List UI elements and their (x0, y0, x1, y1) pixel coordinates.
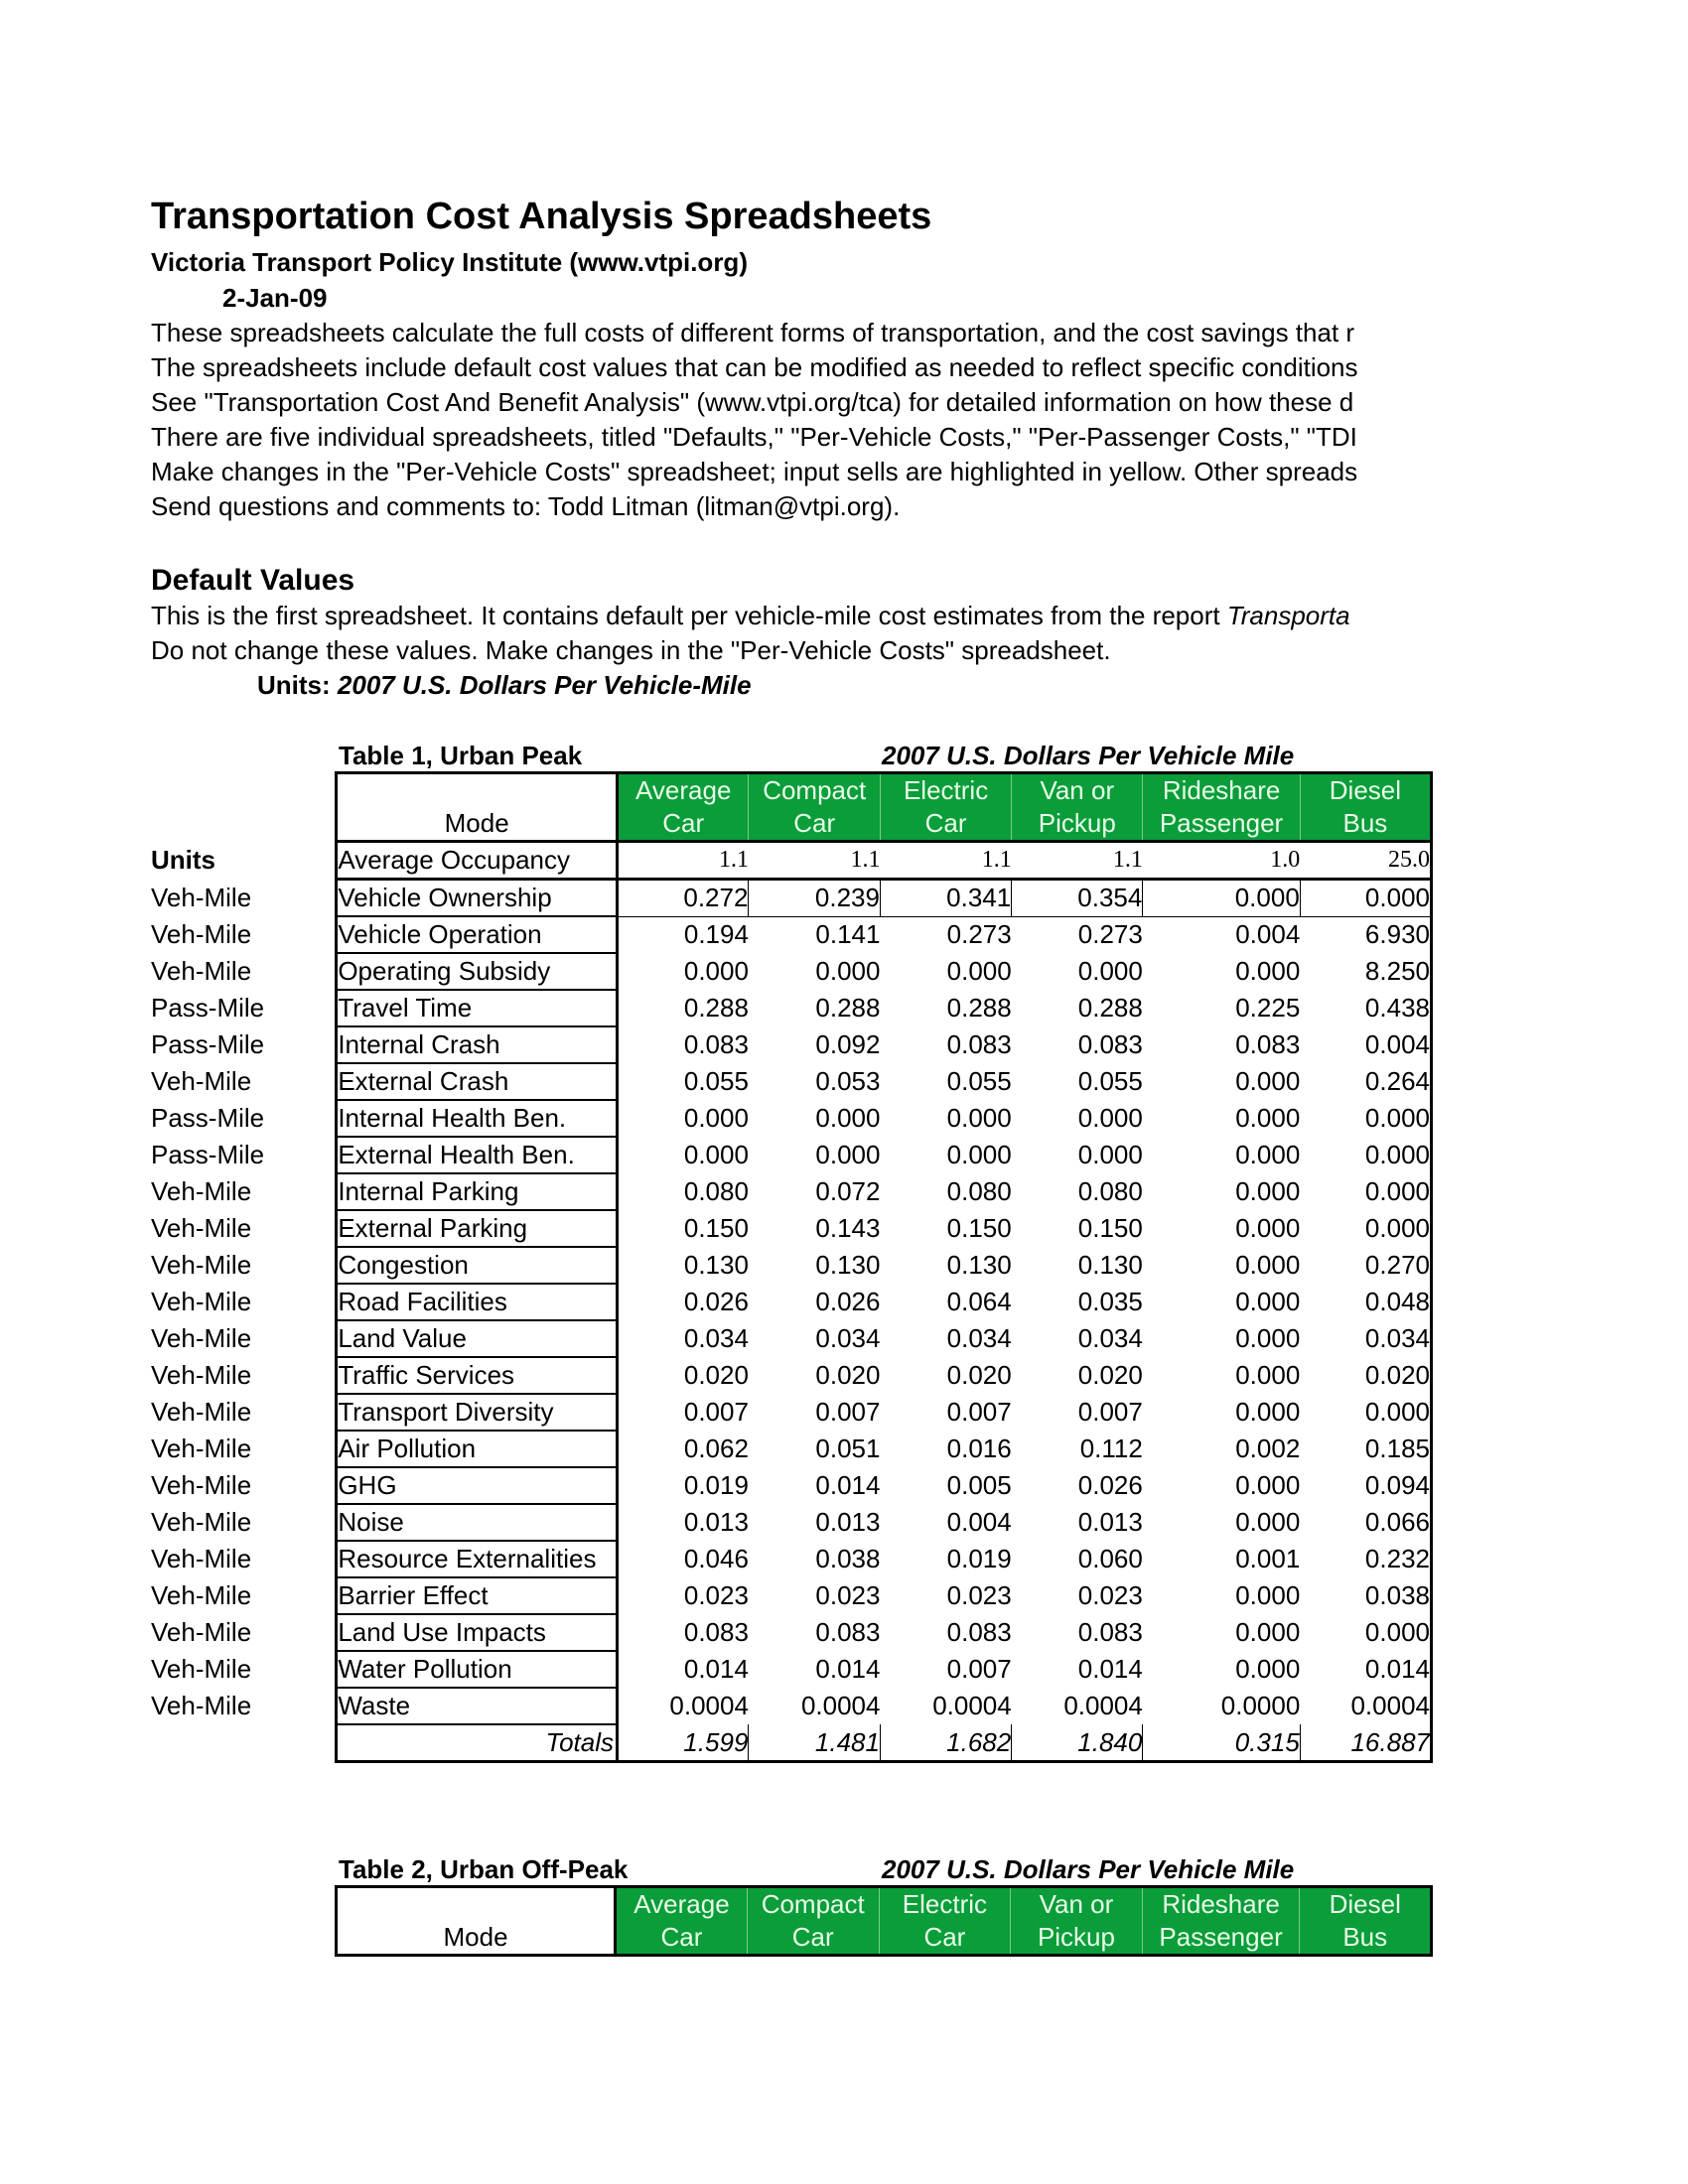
row-mode: Vehicle Ownership (337, 880, 618, 917)
row-units: Veh-Mile (151, 956, 252, 986)
section-instruction: Do not change these values. Make changes in the "Per-Vehicle Costs" spreadsheet. (151, 635, 1111, 665)
row-units: Veh-Mile (151, 1250, 252, 1280)
row-units: Veh-Mile (151, 1507, 252, 1537)
cost-value: 0.026 (1077, 1470, 1143, 1500)
cost-value: 0.004 (1300, 1026, 1431, 1063)
cost-value: 0.072 (815, 1176, 881, 1206)
row-mode: Land Value (337, 1320, 618, 1357)
column-header-line2: Pickup (1038, 808, 1116, 838)
cost-value: 0.026 (815, 1287, 881, 1316)
cost-value: 0.083 (946, 1617, 1012, 1647)
column-header (880, 773, 1011, 842)
cost-value: 0.014 (815, 1470, 881, 1500)
cost-value: 0.000 (1235, 1103, 1301, 1133)
column-header-line1: Average (635, 775, 732, 805)
mode-header: Mode (336, 1887, 615, 1956)
cost-value: 0.150 (1077, 1213, 1143, 1243)
column-header-line2: Car (791, 1922, 834, 1952)
intro-line: There are five individual spreadsheets, titled "Defaults," "Per-Vehicle Costs," "Per-Passenger Costs," "TDI (151, 422, 1357, 452)
cost-value: 0.000 (946, 1140, 1012, 1169)
cost-value: 0.000 (1300, 1137, 1431, 1173)
cost-value: 0.288 (946, 993, 1012, 1023)
cost-value: 0.130 (946, 1250, 1012, 1280)
column-header-line2: Bus (1342, 808, 1388, 838)
row-units: Veh-Mile (151, 1691, 252, 1720)
row-mode: Land Use Impacts (337, 1614, 618, 1651)
cost-value: 0.130 (683, 1250, 749, 1280)
cost-value: 0.000 (1235, 1323, 1301, 1353)
column-header (1143, 773, 1300, 842)
column-header (618, 773, 749, 842)
total-value: 16.887 (1300, 1724, 1431, 1762)
table2-header-row (151, 1887, 1432, 1956)
cost-value: 0.272 (618, 880, 749, 917)
column-header (879, 1887, 1011, 1956)
cost-value: 0.000 (1235, 1360, 1301, 1390)
section-description (151, 601, 1350, 631)
cost-value: 0.060 (1077, 1544, 1143, 1573)
cost-value: 0.007 (1077, 1397, 1143, 1427)
cost-value: 0.354 (1012, 880, 1143, 917)
occupancy-value: 1.1 (749, 842, 881, 880)
table-row (151, 1284, 1432, 1320)
cost-value: 0.000 (1235, 1580, 1301, 1610)
row-units: Veh-Mile (151, 1213, 252, 1243)
cost-value: 0.014 (1077, 1654, 1143, 1684)
cost-value: 0.000 (1235, 1617, 1301, 1647)
column-header (616, 1887, 748, 1956)
row-units: Veh-Mile (151, 1066, 252, 1096)
table-row (151, 1026, 1432, 1063)
cost-value: 0.000 (815, 1103, 881, 1133)
table2-caption: Table 2, Urban Off-Peak (339, 1854, 629, 1884)
column-header-line1: Average (633, 1889, 730, 1919)
table1-body (151, 842, 1432, 1762)
column-header-line2: Car (923, 1922, 966, 1952)
column-header-line2: Car (662, 808, 705, 838)
cost-value: 0.438 (1300, 990, 1431, 1026)
row-mode: Vehicle Operation (337, 916, 618, 953)
intro-line: Send questions and comments to: Todd Litman (litman@vtpi.org). (151, 491, 901, 521)
table-row (151, 990, 1432, 1026)
cost-value: 0.000 (1300, 1614, 1431, 1651)
cost-value: 0.239 (749, 880, 881, 917)
cost-value: 0.143 (815, 1213, 881, 1243)
cost-value: 0.001 (1235, 1544, 1301, 1573)
column-header (1142, 1887, 1300, 1956)
cost-value: 0.000 (1143, 880, 1300, 917)
row-units: Pass-Mile (151, 993, 265, 1023)
cost-value: 0.000 (1235, 1470, 1301, 1500)
occupancy-label: Average Occupancy (337, 842, 618, 880)
cost-value: 0.130 (1077, 1250, 1143, 1280)
cost-value: 0.014 (815, 1654, 881, 1684)
cost-value: 0.185 (1300, 1431, 1431, 1467)
row-units: Veh-Mile (151, 1176, 252, 1206)
cost-value: 0.0004 (932, 1691, 1012, 1720)
cost-value: 0.014 (683, 1654, 749, 1684)
cost-value: 0.000 (1235, 1176, 1301, 1206)
row-mode: Internal Health Ben. (337, 1100, 618, 1137)
cost-value: 0.000 (1300, 1173, 1431, 1210)
cost-value: 0.0004 (800, 1691, 881, 1720)
cost-value: 0.225 (1235, 993, 1301, 1023)
cost-value: 0.232 (1300, 1541, 1431, 1577)
cost-value: 0.000 (1235, 1140, 1301, 1169)
column-header (1012, 773, 1143, 842)
column-header-line1: Compact (763, 775, 867, 805)
cost-value: 0.083 (683, 1617, 749, 1647)
table-row (151, 1063, 1432, 1100)
cost-value: 0.013 (1077, 1507, 1143, 1537)
column-header-line2: Bus (1342, 1922, 1388, 1952)
row-units: Veh-Mile (151, 1580, 252, 1610)
table1-unit-caption: 2007 U.S. Dollars Per Vehicle Mile (882, 741, 1295, 770)
column-header-line2: Car (924, 808, 967, 838)
cost-value: 0.083 (1077, 1029, 1143, 1059)
cost-value: 8.250 (1300, 953, 1431, 990)
cost-value: 0.150 (946, 1213, 1012, 1243)
column-header-line1: Van or (1040, 775, 1115, 805)
table-row (151, 1577, 1432, 1614)
units-line (257, 670, 752, 701)
intro-line: Make changes in the "Per-Vehicle Costs" spreadsheet; input sells are highlighted in yellow. Other spreads (151, 457, 1358, 486)
row-units: Veh-Mile (151, 919, 252, 949)
cost-value: 0.013 (683, 1507, 749, 1537)
cost-value: 0.007 (815, 1397, 881, 1427)
cost-value: 0.000 (1077, 1140, 1143, 1169)
row-units: Pass-Mile (151, 1103, 265, 1133)
column-header-line2: Passenger (1159, 1922, 1283, 1952)
cost-value: 0.000 (1235, 1066, 1301, 1096)
cost-value: 0.083 (1077, 1617, 1143, 1647)
column-header-line1: Electric (903, 775, 989, 805)
cost-value: 0.264 (1300, 1063, 1431, 1100)
cost-value: 0.004 (1235, 919, 1301, 950)
row-mode: Congestion (337, 1247, 618, 1284)
cost-value: 0.019 (683, 1470, 749, 1500)
column-header (749, 773, 881, 842)
cost-value: 0.000 (1235, 1213, 1301, 1243)
units-header-blank (151, 1887, 336, 1956)
cost-value: 0.083 (946, 1029, 1012, 1059)
cost-value: 0.273 (1077, 919, 1143, 950)
column-header (1300, 773, 1431, 842)
cost-value: 0.000 (1235, 1250, 1301, 1280)
cost-value: 0.034 (1077, 1323, 1143, 1353)
row-mode: External Parking (337, 1210, 618, 1247)
cost-value: 0.038 (1300, 1577, 1431, 1614)
column-header-line2: Car (660, 1922, 703, 1952)
occupancy-value: 25.0 (1300, 842, 1431, 880)
total-value: 1.481 (749, 1724, 881, 1762)
cost-value: 0.023 (815, 1580, 881, 1610)
cost-value: 0.000 (1235, 956, 1301, 986)
cost-value: 0.007 (683, 1397, 749, 1427)
row-units: Veh-Mile (151, 1544, 252, 1573)
cost-value: 0.150 (683, 1213, 749, 1243)
cost-value: 0.013 (815, 1507, 881, 1537)
cost-value: 0.000 (1235, 1654, 1301, 1684)
report-title: Transporta (1226, 601, 1350, 630)
column-header-line1: Compact (761, 1889, 865, 1919)
units-value: 2007 U.S. Dollars Per Vehicle-Mile (337, 670, 752, 700)
cost-value: 0.083 (815, 1617, 881, 1647)
cost-value: 0.014 (1300, 1651, 1431, 1688)
column-header (747, 1887, 879, 1956)
occupancy-value: 1.1 (1012, 842, 1143, 880)
cost-value: 0.080 (683, 1176, 749, 1206)
cost-value: 0.035 (1077, 1287, 1143, 1316)
column-header-line1: Rideshare (1162, 1889, 1280, 1919)
cost-value: 0.020 (815, 1360, 881, 1390)
table1-caption: Table 1, Urban Peak (339, 741, 583, 770)
cost-value: 0.020 (1077, 1360, 1143, 1390)
total-value: 0.315 (1143, 1724, 1300, 1762)
totals-label: Totals (337, 1724, 618, 1762)
cost-value: 0.141 (815, 919, 881, 950)
cost-value: 0.023 (683, 1580, 749, 1610)
cost-value: 0.273 (946, 919, 1012, 950)
cost-value: 0.000 (683, 956, 749, 986)
column-header-line2: Passenger (1159, 808, 1284, 838)
row-mode: Operating Subsidy (337, 953, 618, 990)
cost-value: 0.0004 (1063, 1691, 1143, 1720)
cost-value: 0.055 (946, 1066, 1012, 1096)
occupancy-row (151, 842, 1432, 880)
page-date: 2-Jan-09 (222, 283, 328, 313)
column-header (1300, 1887, 1432, 1956)
units-label: Units: (257, 670, 331, 700)
page-title: Transportation Cost Analysis Spreadsheets (151, 196, 932, 237)
column-header-line1: Rideshare (1162, 775, 1281, 805)
cost-value: 0.048 (1300, 1284, 1431, 1320)
row-units: Veh-Mile (151, 1397, 252, 1427)
cost-value: 0.034 (1300, 1320, 1431, 1357)
row-units: Veh-Mile (151, 882, 252, 912)
cost-value: 0.130 (815, 1250, 881, 1280)
cost-value: 0.0004 (1300, 1688, 1431, 1724)
row-mode: Transport Diversity (337, 1394, 618, 1431)
cost-value: 0.000 (1300, 880, 1431, 917)
cost-value: 0.0004 (669, 1691, 749, 1720)
table-row (151, 1357, 1432, 1394)
cost-value: 0.038 (815, 1544, 881, 1573)
intro-line: See "Transportation Cost And Benefit Analysis" (www.vtpi.org/tca) for detailed information on how these d (151, 387, 1354, 417)
intro-line: The spreadsheets include default cost values that can be modified as needed to reflect specific conditions (151, 352, 1358, 382)
row-mode: Resource Externalities (337, 1541, 618, 1577)
cost-value: 0.000 (815, 956, 881, 986)
table2-urban-off-peak (151, 1885, 1433, 1957)
table-row (151, 953, 1432, 990)
row-mode: Internal Parking (337, 1173, 618, 1210)
row-units: Veh-Mile (151, 1323, 252, 1353)
section-description-text: This is the first spreadsheet. It contains default per vehicle-mile cost estimates from the report (151, 601, 1227, 630)
table-row (151, 1651, 1432, 1688)
row-mode: External Health Ben. (337, 1137, 618, 1173)
row-mode: Travel Time (337, 990, 618, 1026)
cost-value: 0.004 (946, 1507, 1012, 1537)
column-header-line2: Pickup (1037, 1922, 1115, 1952)
cost-value: 0.194 (683, 919, 749, 950)
table-row (151, 1320, 1432, 1357)
table-row (151, 1173, 1432, 1210)
cost-value: 0.288 (1077, 993, 1143, 1023)
row-mode: Noise (337, 1504, 618, 1541)
cost-value: 0.112 (1079, 1433, 1143, 1463)
page-subtitle: Victoria Transport Policy Institute (www.vtpi.org) (151, 247, 748, 277)
table-row (151, 916, 1432, 953)
cost-value: 0.034 (946, 1323, 1012, 1353)
occupancy-value: 1.1 (618, 842, 749, 880)
row-units: Veh-Mile (151, 1287, 252, 1316)
table-row (151, 1394, 1432, 1431)
row-units: Veh-Mile (151, 1433, 252, 1463)
cost-value: 0.094 (1300, 1467, 1431, 1504)
cost-value: 0.055 (683, 1066, 749, 1096)
row-units: Pass-Mile (151, 1140, 265, 1169)
cost-value: 0.023 (946, 1580, 1012, 1610)
units-header: Units (151, 845, 215, 875)
row-mode: Water Pollution (337, 1651, 618, 1688)
cost-value: 0.046 (683, 1544, 749, 1573)
table-row (151, 1541, 1432, 1577)
cost-value: 0.083 (1235, 1029, 1301, 1059)
total-value: 1.682 (880, 1724, 1011, 1762)
cost-value: 0.288 (683, 993, 749, 1023)
cost-value: 0.000 (1235, 1287, 1301, 1316)
row-mode: External Crash (337, 1063, 618, 1100)
row-mode: Barrier Effect (337, 1577, 618, 1614)
cost-value: 0.020 (683, 1360, 749, 1390)
column-header-line1: Diesel (1329, 1889, 1401, 1919)
column-header-line2: Car (793, 808, 836, 838)
cost-value: 0.000 (1235, 1507, 1301, 1537)
cost-value: 0.016 (946, 1433, 1012, 1463)
occupancy-value: 1.0 (1143, 842, 1300, 880)
row-units: Pass-Mile (151, 1029, 265, 1059)
cost-value: 0.020 (946, 1360, 1012, 1390)
table-row (151, 880, 1432, 917)
table-row (151, 1431, 1432, 1467)
table-row (151, 1137, 1432, 1173)
row-units: Veh-Mile (151, 1654, 252, 1684)
column-header-line1: Van or (1039, 1889, 1114, 1919)
row-mode: Air Pollution (337, 1431, 618, 1467)
row-mode: Internal Crash (337, 1026, 618, 1063)
cost-value: 0.000 (946, 1103, 1012, 1133)
cost-value: 0.053 (815, 1066, 881, 1096)
cost-value: 0.270 (1300, 1247, 1431, 1284)
column-header-line1: Electric (902, 1889, 988, 1919)
cost-value: 0.007 (946, 1654, 1012, 1684)
column-header-line1: Diesel (1329, 775, 1402, 805)
row-mode: Waste (337, 1688, 618, 1724)
row-mode: Traffic Services (337, 1357, 618, 1394)
total-value: 1.599 (618, 1724, 749, 1762)
cost-value: 0.080 (946, 1176, 1012, 1206)
row-units: Veh-Mile (151, 1470, 252, 1500)
totals-row (151, 1724, 1432, 1762)
cost-value: 0.000 (1300, 1210, 1431, 1247)
row-units: Veh-Mile (151, 1617, 252, 1647)
section-title: Default Values (151, 564, 355, 597)
cost-value: 0.023 (1077, 1580, 1143, 1610)
table-row (151, 1614, 1432, 1651)
cost-value: 0.341 (880, 880, 1011, 917)
total-value: 1.840 (1012, 1724, 1143, 1762)
cost-value: 0.000 (683, 1140, 749, 1169)
cost-value: 0.000 (1077, 956, 1143, 986)
row-mode: GHG (337, 1467, 618, 1504)
column-header (1011, 1887, 1143, 1956)
table-row (151, 1247, 1432, 1284)
cost-value: 0.092 (815, 1029, 881, 1059)
cost-value: 0.000 (1077, 1103, 1143, 1133)
totals-units-blank (151, 1724, 337, 1762)
row-units: Veh-Mile (151, 1360, 252, 1390)
mode-header: Mode (337, 773, 618, 842)
cost-value: 0.000 (1300, 1394, 1431, 1431)
table-row (151, 1467, 1432, 1504)
table1-header-row (151, 773, 1432, 842)
cost-value: 0.034 (683, 1323, 749, 1353)
cost-value: 0.034 (815, 1323, 881, 1353)
cost-value: 0.066 (1300, 1504, 1431, 1541)
cost-value: 0.000 (1300, 1100, 1431, 1137)
cost-value: 0.000 (1235, 1397, 1301, 1427)
table-row (151, 1688, 1432, 1724)
cost-value: 0.083 (683, 1029, 749, 1059)
cost-value: 0.000 (946, 956, 1012, 986)
cost-value: 0.005 (946, 1470, 1012, 1500)
cost-value: 0.000 (815, 1140, 881, 1169)
cost-value: 0.019 (946, 1544, 1012, 1573)
cost-value: 0.007 (946, 1397, 1012, 1427)
cost-value: 0.020 (1300, 1357, 1431, 1394)
cost-value: 0.055 (1077, 1066, 1143, 1096)
cost-value: 0.080 (1077, 1176, 1143, 1206)
table2-unit-caption: 2007 U.S. Dollars Per Vehicle Mile (882, 1854, 1295, 1884)
units-header-blank (151, 773, 337, 842)
cost-value: 0.288 (815, 993, 881, 1023)
cost-value: 0.062 (683, 1433, 749, 1463)
cost-value: 0.026 (683, 1287, 749, 1316)
intro-line: These spreadsheets calculate the full costs of different forms of transportation, and the cost savings that r (151, 318, 1355, 347)
cost-value: 0.000 (683, 1103, 749, 1133)
table-row (151, 1210, 1432, 1247)
cost-value: 6.930 (1300, 916, 1431, 953)
table1-urban-peak (151, 771, 1433, 1763)
row-mode: Road Facilities (337, 1284, 618, 1320)
cost-value: 0.002 (1235, 1433, 1301, 1463)
table-row (151, 1504, 1432, 1541)
cost-value: 0.051 (815, 1433, 881, 1463)
cost-value: 0.0000 (1220, 1691, 1301, 1720)
table-row (151, 1100, 1432, 1137)
occupancy-value: 1.1 (880, 842, 1011, 880)
cost-value: 0.064 (946, 1287, 1012, 1316)
